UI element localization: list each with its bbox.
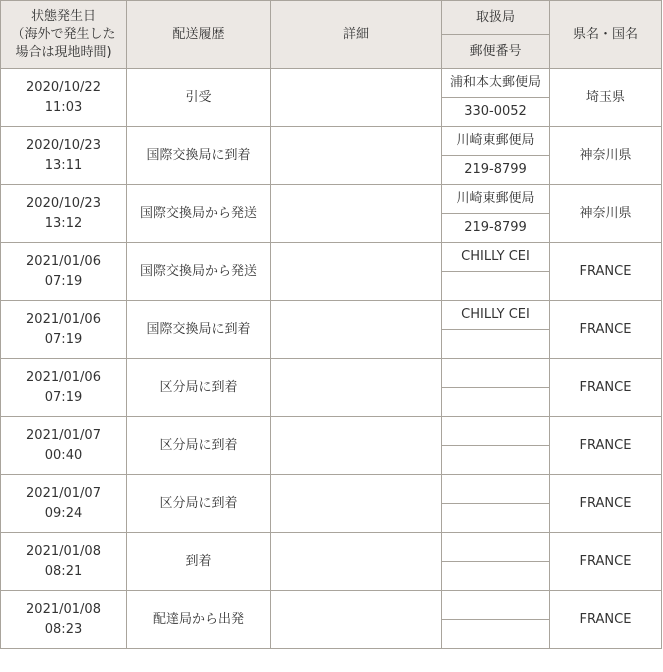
cell-date xyxy=(1,243,127,301)
cell-postal: 330-0052 xyxy=(442,98,550,127)
cell-date-time: 07:19 xyxy=(44,389,83,405)
cell-date-day: 2021/01/06 xyxy=(26,369,101,385)
cell-date-time: 07:19 xyxy=(44,273,83,289)
cell-region: FRANCE xyxy=(550,359,662,417)
cell-detail xyxy=(271,359,442,417)
cell-office: CHILLY CEI xyxy=(442,301,550,330)
table-row xyxy=(1,301,662,330)
cell-date-time: 13:12 xyxy=(44,215,83,231)
cell-date-day: 2021/01/08 xyxy=(26,601,101,617)
cell-postal xyxy=(442,446,550,475)
cell-office: CHILLY CEI xyxy=(442,243,550,272)
cell-region: FRANCE xyxy=(550,475,662,533)
cell-office: 川崎東郵便局 xyxy=(442,185,550,214)
table-row xyxy=(1,69,662,98)
cell-region: FRANCE xyxy=(550,243,662,301)
cell-detail xyxy=(271,127,442,185)
cell-postal xyxy=(442,620,550,649)
cell-detail xyxy=(271,591,442,649)
header-date-line2: （海外で発生した xyxy=(11,26,116,42)
cell-region: FRANCE xyxy=(550,417,662,475)
table-row xyxy=(1,185,662,214)
cell-date-time: 09:24 xyxy=(44,505,83,521)
cell-date-day: 2020/10/22 xyxy=(26,79,101,95)
header-date-line1: 状態発生日 xyxy=(30,8,96,24)
cell-history: 配達局から出発 xyxy=(127,591,271,649)
cell-office xyxy=(442,475,550,504)
cell-date xyxy=(1,533,127,591)
cell-date xyxy=(1,417,127,475)
cell-postal: 219-8799 xyxy=(442,156,550,185)
cell-date xyxy=(1,185,127,243)
cell-history: 引受 xyxy=(127,69,271,127)
cell-office xyxy=(442,591,550,620)
cell-postal xyxy=(442,388,550,417)
cell-detail xyxy=(271,533,442,591)
cell-date-day: 2021/01/06 xyxy=(26,311,101,327)
table-header xyxy=(1,1,662,69)
table-row xyxy=(1,127,662,156)
cell-date-time: 11:03 xyxy=(44,99,83,115)
header-detail: 詳細 xyxy=(271,1,442,69)
cell-history: 国際交換局に到着 xyxy=(127,301,271,359)
header-history: 配送履歴 xyxy=(127,1,271,69)
table-row xyxy=(1,533,662,562)
cell-region: FRANCE xyxy=(550,301,662,359)
cell-date-time: 00:40 xyxy=(44,447,83,463)
table-row xyxy=(1,243,662,272)
cell-region: 神奈川県 xyxy=(550,127,662,185)
table-row xyxy=(1,359,662,388)
header-date-line3: 場合は現地時間) xyxy=(15,44,112,60)
cell-postal: 219-8799 xyxy=(442,214,550,243)
cell-region: 埼玉県 xyxy=(550,69,662,127)
cell-date-day: 2021/01/07 xyxy=(26,485,101,501)
table-body xyxy=(1,69,662,649)
cell-detail xyxy=(271,243,442,301)
cell-date xyxy=(1,69,127,127)
table-row xyxy=(1,417,662,446)
cell-office xyxy=(442,533,550,562)
cell-office xyxy=(442,417,550,446)
cell-detail xyxy=(271,475,442,533)
cell-office: 川崎東郵便局 xyxy=(442,127,550,156)
cell-date-time: 07:19 xyxy=(44,331,83,347)
cell-date-day: 2021/01/07 xyxy=(26,427,101,443)
cell-region: FRANCE xyxy=(550,591,662,649)
cell-date-day: 2021/01/06 xyxy=(26,253,101,269)
cell-history: 区分局に到着 xyxy=(127,359,271,417)
table-row xyxy=(1,475,662,504)
cell-date-time: 08:23 xyxy=(44,621,83,637)
cell-history: 国際交換局に到着 xyxy=(127,127,271,185)
cell-date xyxy=(1,359,127,417)
cell-office xyxy=(442,359,550,388)
cell-detail xyxy=(271,185,442,243)
header-date xyxy=(1,1,127,69)
cell-date xyxy=(1,301,127,359)
header-postal: 郵便番号 xyxy=(442,35,550,69)
cell-date-time: 13:11 xyxy=(44,157,83,173)
cell-history: 到着 xyxy=(127,533,271,591)
cell-date xyxy=(1,475,127,533)
cell-history: 国際交換局から発送 xyxy=(127,185,271,243)
cell-history: 区分局に到着 xyxy=(127,417,271,475)
cell-detail xyxy=(271,417,442,475)
cell-postal xyxy=(442,330,550,359)
cell-postal xyxy=(442,504,550,533)
header-region: 県名・国名 xyxy=(550,1,662,69)
cell-date-day: 2021/01/08 xyxy=(26,543,101,559)
cell-date-day: 2020/10/23 xyxy=(26,137,101,153)
cell-date-time: 08:21 xyxy=(44,563,83,579)
cell-date-day: 2020/10/23 xyxy=(26,195,101,211)
header-office: 取扱局 xyxy=(442,1,550,35)
cell-date xyxy=(1,591,127,649)
cell-history: 国際交換局から発送 xyxy=(127,243,271,301)
cell-postal xyxy=(442,272,550,301)
cell-postal xyxy=(442,562,550,591)
cell-detail xyxy=(271,301,442,359)
cell-region: FRANCE xyxy=(550,533,662,591)
cell-detail xyxy=(271,69,442,127)
cell-date xyxy=(1,127,127,185)
cell-office: 浦和本太郵便局 xyxy=(442,69,550,98)
table-row xyxy=(1,591,662,620)
cell-region: 神奈川県 xyxy=(550,185,662,243)
cell-history: 区分局に到着 xyxy=(127,475,271,533)
